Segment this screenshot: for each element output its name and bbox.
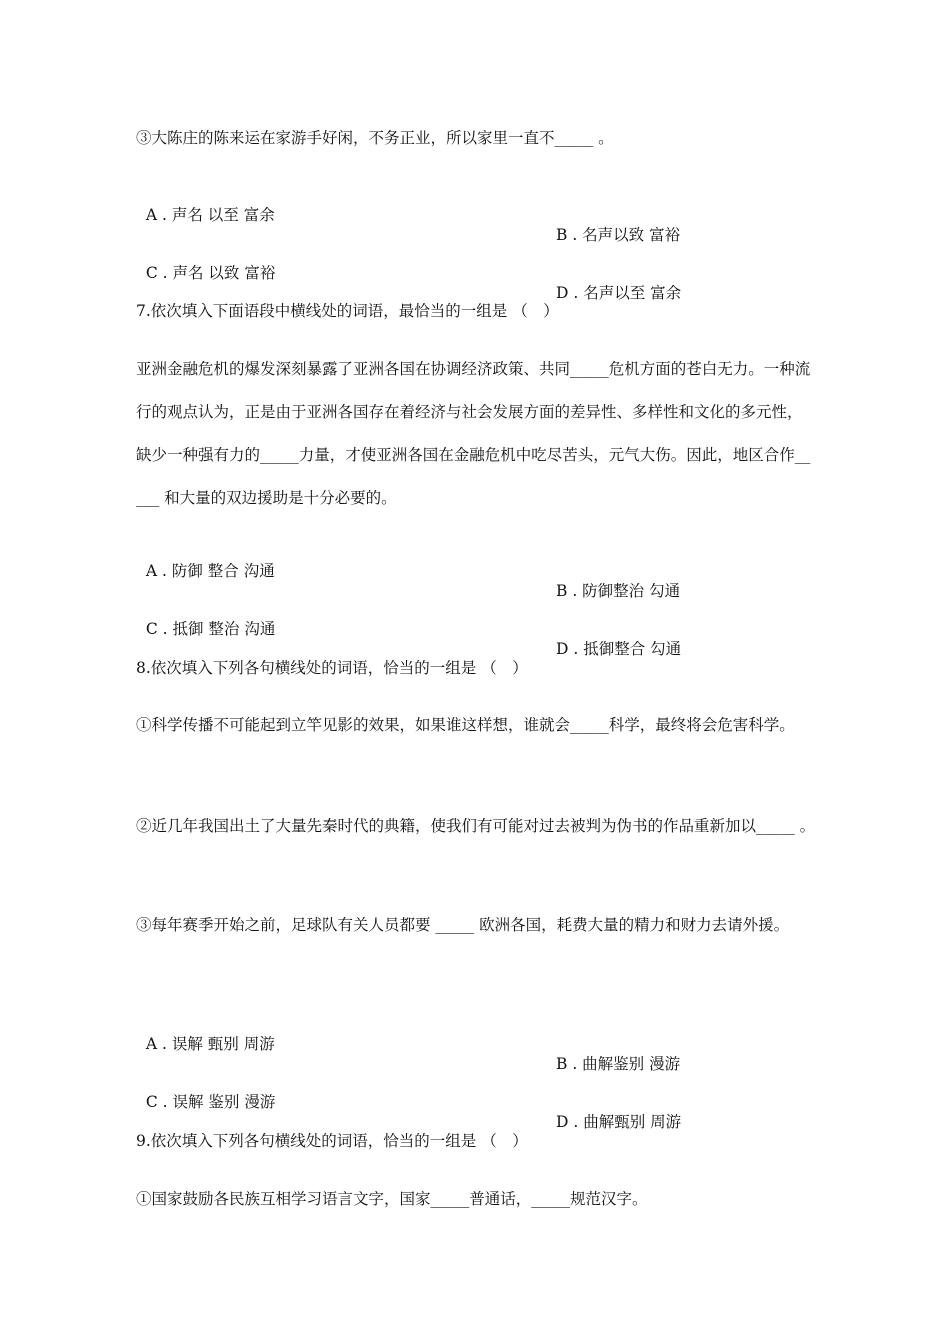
q7-options-row2 [136,599,830,659]
q6-option-d: D . 名声以至 富余 [556,284,682,302]
q8-stem: 8.依次填入下列各句横线处的词语，恰当的一组是 （ ） [136,659,528,677]
q8-options-row1 [136,1014,830,1074]
q7-option-a: A . 防御 整合 沟通 [145,562,275,580]
q7-passage: 亚洲金融危机的爆发深刻暴露了亚洲各国在协调经济政策、共同_____危机方面的苍白无力。一种流行的观点认为，正是由于亚洲各国存在着经济与社会发展方面的差异性、多样性和文化的多元性，缺少一种强有力的_____力量，才使亚洲各国在金融危机中吃尽苦头，元气大伤。因此，地区合作_____ 和大量的双边援助是十分必要的。 [136,360,811,507]
q7-options-row1 [136,541,830,601]
q6-item3: ③大陈庄的陈来运在家游手好闲，不务正业，所以家里一直不_____ 。 [136,129,614,147]
q8-option-a: A . 误解 甄别 周游 [145,1035,275,1053]
q6-options-row2 [136,243,830,303]
q8-item3: ③每年赛季开始之前，足球队有关人员都要 _____ 欧洲各国，耗费大量的精力和财力去请外援。 [136,916,790,934]
q7-option-d: D . 抵御整合 勾通 [556,640,682,658]
q8-option-d: D . 曲解甄别 周游 [556,1113,682,1131]
q8-options-row2 [136,1072,830,1132]
q8-item1: ①科学传播不可能起到立竿见影的效果，如果谁这样想，谁就会_____科学，最终将会危害科学。 [136,716,795,734]
q6-options-row1 [136,185,830,245]
q7-option-c: C . 抵御 整治 沟通 [145,620,276,638]
q6-option-a: A . 声名 以至 富余 [145,206,275,224]
q7-stem: 7.依次填入下面语段中横线处的词语，最恰当的一组是 （ ） [136,302,559,320]
q6-option-b: B . 名声以致 富裕 [556,226,681,244]
q6-option-c: C . 声名 以致 富裕 [145,264,276,282]
q7-option-b: B . 防御整治 勾通 [556,582,681,600]
q9-item1: ①国家鼓励各民族互相学习语言文字，国家_____普通话，_____规范汉字。 [136,1190,648,1208]
q9-stem: 9.依次填入下列各句横线处的词语，恰当的一组是 （ ） [136,1132,528,1150]
q8-option-c: C . 误解 鉴别 漫游 [145,1093,276,1111]
q8-item2: ②近几年我国出土了大量先秦时代的典籍，使我们有可能对过去被判为伪书的作品重新加以_____ 。 [136,817,816,835]
q8-option-b: B . 曲解鉴别 漫游 [556,1055,681,1073]
